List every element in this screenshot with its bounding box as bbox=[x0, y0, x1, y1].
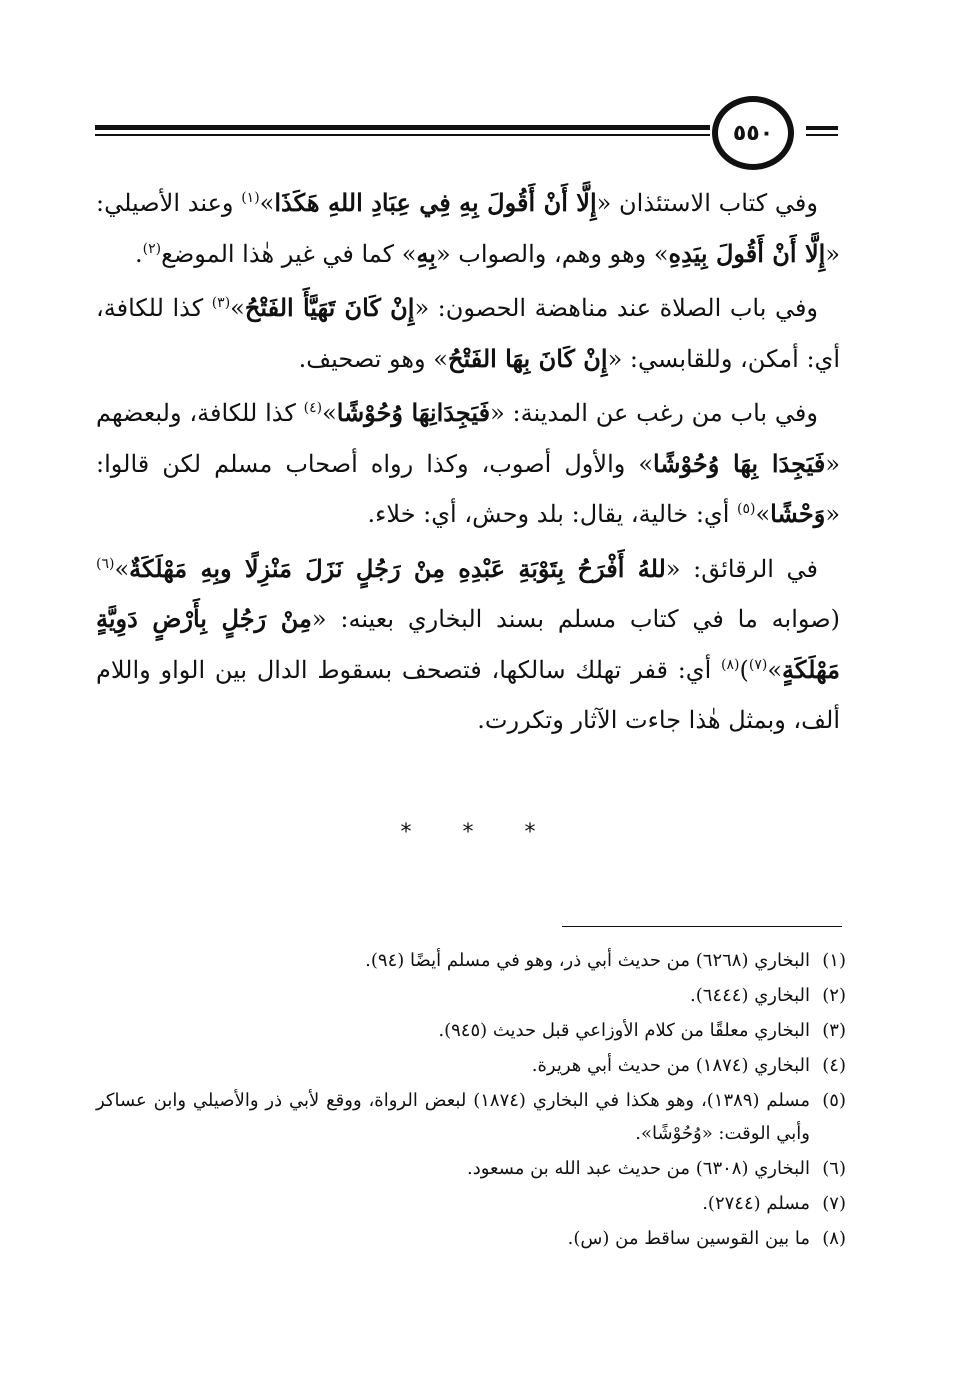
footnote-number: (٨) bbox=[822, 1228, 846, 1249]
footnote-text: البخاري (١٨٧٤) من حديث أبي هريرة. bbox=[531, 1055, 810, 1076]
footnote-number: (٦) bbox=[822, 1158, 846, 1179]
body-text-run: » bbox=[322, 399, 337, 427]
footnote bbox=[96, 1014, 846, 1047]
footnote-text: البخاري (٦٤٤٤). bbox=[690, 985, 810, 1006]
footnote bbox=[96, 1049, 846, 1082]
body-text-run: . bbox=[135, 239, 143, 268]
quoted-hadith-text: للهُ أَفْرَحُ بِتَوْبَةِ عَبْدِهِ مِنْ رَجُلٍ نَزَلَ مَنْزِلًا وبِهِ مَهْلَكَةٌ bbox=[129, 553, 666, 583]
header-rule-thin bbox=[95, 134, 710, 136]
footnote-number: (٥) bbox=[822, 1090, 846, 1111]
header-rule-stub bbox=[806, 126, 838, 130]
footnote-marker: (١) bbox=[241, 190, 260, 206]
footnote-marker: (٤) bbox=[303, 400, 323, 416]
footnote-text: مسلم (١٣٨٩)، وهو هكذا في البخاري (١٨٧٤) لبعض الرواة، ووقع لأبي ذر والأصيلي وابن عساكر وأبي الوقت: «وُحُوْشًا». bbox=[96, 1090, 810, 1144]
footnote bbox=[96, 1152, 846, 1185]
body-text-run: » bbox=[259, 189, 275, 217]
footnote-marker: (٦) bbox=[96, 555, 115, 572]
body-text-run: (صوابه ما في كتاب مسلم بسند البخاري بعينه: « bbox=[311, 605, 841, 633]
header-rule-stub-thin bbox=[806, 134, 838, 136]
footnote-marker: (٢) bbox=[142, 240, 162, 257]
body-paragraph bbox=[96, 544, 840, 746]
footnote-marker: (٣) bbox=[211, 295, 231, 311]
footnote-number: (٤) bbox=[822, 1055, 846, 1076]
header-rule-thick bbox=[95, 125, 710, 130]
body-text-run: في الرقائق: « bbox=[665, 554, 818, 583]
footnote bbox=[96, 1084, 846, 1150]
footnote-marker: (٨) bbox=[721, 656, 740, 673]
body-text-run: أي: قفر تهلك سالكها، فتصحف بسقوط الدال بين الواو واللام ألف، وبمثل هٰذا جاءت الآثار وتكررت. bbox=[96, 655, 840, 734]
body-text-run: وفي كتاب الاستئذان « bbox=[596, 189, 818, 217]
footnote-rule bbox=[562, 926, 842, 927]
body-paragraph bbox=[96, 283, 840, 384]
body-text-run: كذا للكافة، أي: أمكن، وللقابسي: « bbox=[96, 294, 840, 373]
quoted-hadith-text: إِنْ كَانَ بِهَا الفَتْحُ bbox=[447, 343, 608, 373]
quoted-hadith-text: مِنْ رَجُلٍ بِأَرْضٍ دَوِيَّةٍ مَهْلَكَةٍ bbox=[96, 604, 840, 684]
body-paragraph bbox=[96, 388, 840, 540]
body-text-run: وفي باب الصلاة عند مناهضة الحصون: « bbox=[414, 294, 819, 322]
footnote-number: (٢) bbox=[822, 985, 846, 1006]
body-paragraph bbox=[96, 178, 840, 279]
body-text-run: » وهو وهم، والصواب « bbox=[435, 239, 669, 268]
footnote bbox=[96, 944, 846, 977]
main-text bbox=[96, 178, 840, 750]
body-text-run: » والأول أصوب، وكذا رواه أصحاب مسلم لكن قالوا: « bbox=[96, 449, 840, 528]
body-text-run: ) bbox=[739, 655, 749, 684]
footnote-text: مسلم (٢٧٤٤). bbox=[702, 1193, 810, 1214]
footnote bbox=[96, 1187, 846, 1220]
footnote-text: البخاري معلقًا من كلام الأوزاعي قبل حديث (٩٤٥). bbox=[438, 1020, 810, 1041]
body-text-run: أي: خالية، يقال: بلد وحش، أي: خلاء. bbox=[367, 500, 737, 528]
footnote-number: (١) bbox=[822, 950, 846, 971]
quoted-hadith-text: إِلَّا أَنْ أَقُولَ بِيَدِهِ bbox=[668, 238, 826, 268]
body-text-run: » bbox=[114, 554, 130, 583]
footnote bbox=[96, 1222, 846, 1255]
quoted-hadith-text: فَيَجِدَانِهَا وُحُوْشًا bbox=[336, 398, 491, 427]
quoted-hadith-text: بِهِ bbox=[416, 238, 436, 268]
footnote-marker: (٧) bbox=[748, 656, 768, 673]
body-text-run: وفي باب من رغب عن المدينة: « bbox=[490, 399, 818, 427]
body-text-run: » bbox=[755, 500, 771, 528]
body-text-run: » كما في غير هٰذا الموضع bbox=[161, 239, 417, 268]
body-text-run: » bbox=[230, 294, 245, 322]
page-number: ٥٥٠ bbox=[712, 96, 794, 170]
footnote-text: ما بين القوسين ساقط من (س). bbox=[567, 1228, 810, 1249]
quoted-hadith-text: إِنْ كَانَ تَهَيَّأَ الفَتْحُ bbox=[244, 293, 415, 322]
footnote-number: (٣) bbox=[822, 1020, 846, 1041]
footnote bbox=[96, 979, 846, 1012]
footnote-text: البخاري (٦٣٠٨) من حديث عبد الله بن مسعود. bbox=[466, 1158, 810, 1179]
quoted-hadith-text: وَحْشًا bbox=[770, 499, 826, 528]
section-separator: * * * bbox=[400, 820, 558, 845]
body-text-run: وعند الأصيلي: « bbox=[96, 189, 840, 268]
body-text-run: كذا للكافة، ولبعضهم « bbox=[96, 399, 841, 478]
footnote-marker: (٥) bbox=[737, 501, 756, 517]
footnote-text: البخاري (٦٢٦٨) من حديث أبي ذر، وهو في مسلم أيضًا (٩٤). bbox=[365, 950, 810, 971]
quoted-hadith-text: فَيَجِدَا بِهَا وُحُوْشًا bbox=[653, 448, 826, 478]
footnotes bbox=[96, 944, 846, 1257]
quoted-hadith-text: إِلَّا أَنْ أَقُولَ بِهِ فِي عِبَادِ اللهِ هَكَذَا bbox=[274, 188, 597, 217]
body-text-run: » bbox=[767, 655, 783, 684]
footnote-number: (٧) bbox=[822, 1193, 846, 1214]
body-text-run: » وهو تصحيف. bbox=[298, 344, 448, 373]
